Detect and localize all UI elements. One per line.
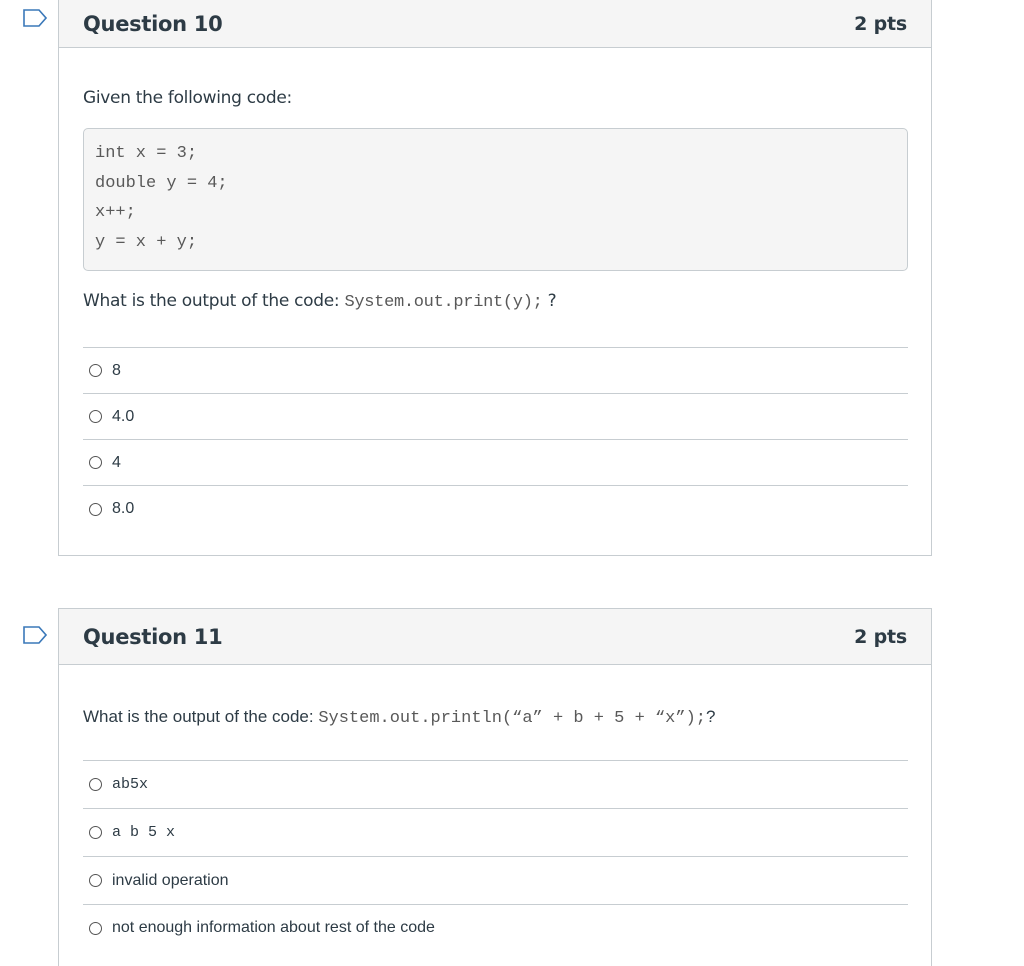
code-line: x++; bbox=[95, 203, 136, 222]
radio-button[interactable] bbox=[89, 410, 102, 423]
radio-button[interactable] bbox=[89, 364, 102, 377]
question-prompt bbox=[83, 291, 556, 312]
answer-option[interactable] bbox=[83, 857, 908, 905]
radio-button[interactable] bbox=[89, 456, 102, 469]
question-title: Question 10 bbox=[83, 11, 223, 36]
prompt-suffix: ? bbox=[705, 707, 716, 726]
prompt-code: System.out.print(y); bbox=[344, 293, 543, 312]
question-points: 2 pts bbox=[854, 12, 907, 35]
prompt-code: System.out.println(“a” + b + 5 + “x”); bbox=[318, 709, 706, 728]
question-11 bbox=[58, 608, 932, 966]
answer-label: invalid operation bbox=[112, 871, 229, 889]
code-line: int x = 3; bbox=[95, 144, 198, 163]
question-header bbox=[59, 0, 931, 48]
question-intro: Given the following code: bbox=[83, 88, 292, 108]
prompt-suffix: ? bbox=[542, 291, 557, 311]
radio-button[interactable] bbox=[89, 922, 102, 935]
question-points: 2 pts bbox=[854, 625, 907, 648]
radio-button[interactable] bbox=[89, 778, 102, 791]
answer-label: 8.0 bbox=[112, 500, 135, 517]
answer-label: 4 bbox=[112, 453, 121, 471]
question-prompt bbox=[83, 707, 715, 728]
code-line: y = x + y; bbox=[95, 232, 198, 252]
answer-option[interactable] bbox=[83, 394, 908, 440]
question-10 bbox=[58, 0, 932, 556]
answer-list bbox=[83, 760, 908, 951]
answer-option[interactable] bbox=[83, 761, 908, 809]
answer-label: 8 bbox=[112, 361, 121, 379]
code-line: double y = 4; bbox=[95, 173, 228, 193]
answer-list bbox=[83, 347, 908, 532]
answer-option[interactable] bbox=[83, 348, 908, 394]
question-header bbox=[59, 609, 931, 665]
flag-question-icon[interactable] bbox=[23, 9, 47, 27]
answer-option[interactable] bbox=[83, 809, 908, 857]
answer-label: 4.0 bbox=[112, 407, 135, 425]
radio-button[interactable] bbox=[89, 826, 102, 839]
prompt-text: What is the output of the code: bbox=[83, 291, 345, 311]
question-title: Question 11 bbox=[83, 624, 223, 649]
answer-option[interactable] bbox=[83, 905, 908, 951]
prompt-text: What is the output of the code: bbox=[83, 707, 319, 726]
answer-label: a b 5 x bbox=[112, 824, 176, 841]
code-block bbox=[83, 128, 908, 271]
answer-option[interactable] bbox=[83, 486, 908, 532]
answer-label: ab5x bbox=[112, 776, 149, 793]
radio-button[interactable] bbox=[89, 503, 102, 516]
answer-label: not enough information about rest of the code bbox=[112, 919, 435, 936]
radio-button[interactable] bbox=[89, 874, 102, 887]
answer-option[interactable] bbox=[83, 440, 908, 486]
flag-question-icon[interactable] bbox=[23, 626, 47, 644]
